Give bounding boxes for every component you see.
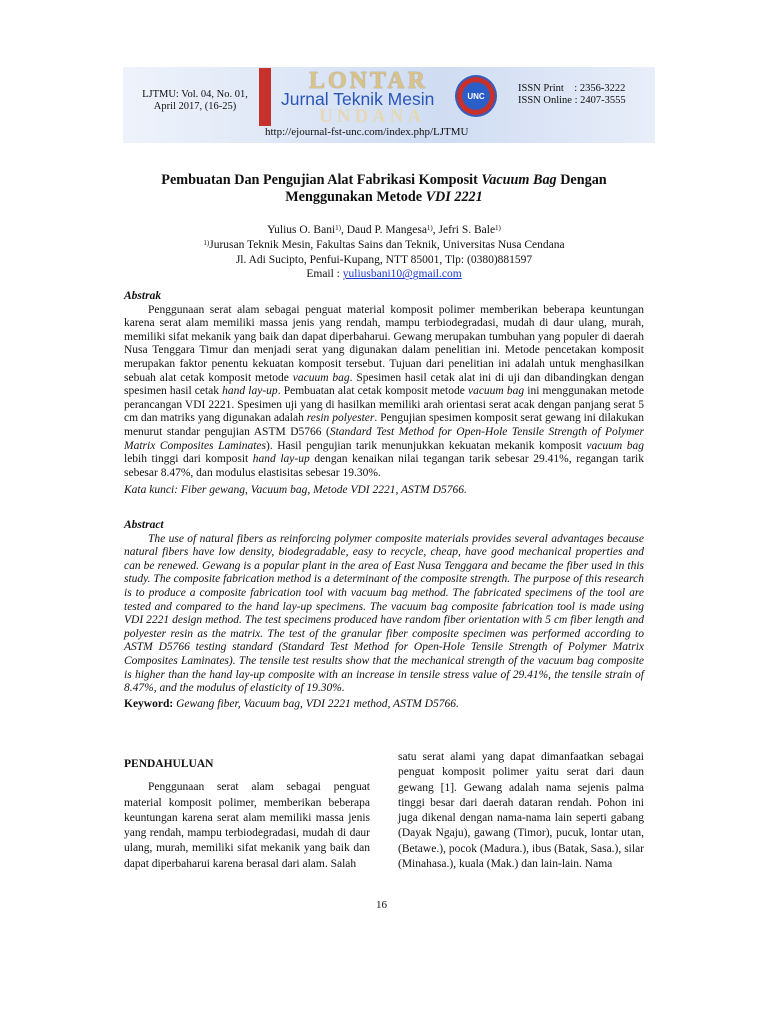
- abstract-section: [124, 519, 644, 711]
- logo-journal-name: Jurnal Teknik Mesin: [281, 89, 435, 109]
- issn-print: ISSN Print : 2356-3222: [518, 83, 626, 94]
- abstract-body: The use of natural fibers as reinforcing polymer composite materials provides several advantages because natural fibers have low density, biodegradable, easy to recycle, cheap, have good mechanical properties and can be renewed. Gewang is a popular plant in the area of East Nusa Tenggara and became the fiber used in this study. The composite fabrication method is a determinant of the composite strength. The purpose of this research is to produce a composite fabrication tool with vacuum bag method. The fabricated specimens of the tool are tested and compared to the hand lay-up specimens. The vacuum bag composite fabrication tool is made using VDI 2221 design method. The test specimens produced have random fiber orientation with 5 cm fiber length and polyester resin as the matrix. The test of the granular fiber composite specimen was performed according to ASTM D5766 testing standard (Standard Test Method for Open-Hole Tensile Strength of Polymer Matrix Composites Laminates). The tensile test results show that the mechanical strength of the vacuum bag composite is higher than the hand lay-up composite with an increase in tensile stress value of 29.41%, the tensile strain of 8.47%, and the modulus of elasticity of 19.30%.: [124, 532, 644, 695]
- intro-left-column: [124, 757, 370, 872]
- logo-red-bar: [259, 68, 271, 126]
- logo-undana: UNDANA: [319, 106, 426, 127]
- author-names: Yulius O. Bani$^{1)}$, Daud P. Mangesa$^{1)}$, Jefri S. Bale$^{1)}$: [267, 224, 501, 236]
- abstrak-section: [124, 290, 644, 498]
- journal-volume: LJTMU: Vol. 04, No. 01,: [142, 89, 248, 100]
- abstrak-heading: Abstrak: [124, 290, 162, 302]
- page-number: 16: [376, 899, 387, 911]
- intro-right-column: [398, 750, 644, 872]
- journal-info: [140, 89, 250, 113]
- journal-date: April 2017, (16-25): [153, 101, 237, 112]
- email-link[interactable]: yuliusbani10@gmail.com: [342, 268, 462, 281]
- abstrak-body: Penggunaan serat alam sebagai penguat material komposit polimer memberikan beberapa keuntungan karena serat alam memiliki massa jenis yang rendah, mampu terbiodegradasi, mudah di daur ulang, murah, memiliki sifat mekanik yang baik dan dapat diperbaharui. Gewang merupakan tumbuhan yang populer di daerah Nusa Tenggara Timur dan menjadi serat yang digunakan dalam penelitian ini. Metode pencetakan komposit merupakan faktor penentu kekuatan komposit tersebut. Tujuan dari penelitian ini adalah untuk menghasilkan sebuah alat cetak komposit metode vacuum bag. Spesimen hasil cetak alat ini di uji dan dibandingkan dengan spesimen hasil cetak hand lay-up. Pembuatan alat cetak komposit metode vacuum bag ini menggunakan metode perancangan VDI 2221. Spesimen uji yang di hasilkan memiliki arah orientasi serat acak dengan panjang serat 5 cm dan matriks yang digunakan adalah resin polyester. Pengujian spesimen komposit serat gewang ini dilakukan menurut standar pengujian ASTM D5766 (Standard Test Method for Open-Hole Tensile Strength of Polymer Matrix Composites Laminates). Hasil pengujian tarik menunjukkan kekuatan mekanik komposit vacuum bag lebih tinggi dari komposit hand lay-up dengan kenaikan nilai tegangan tarik sebesar 29.41%, regangan tarik sebesar 8.47%, dan modulus elastisitas sebesar 19.30%.: [124, 303, 645, 479]
- affiliation: $^{1)}$Jurusan Teknik Mesin, Fakultas Sains dan Teknik, Universitas Nusa Cendana: [203, 238, 565, 251]
- issn-block: [518, 83, 626, 107]
- paper-title: Pembuatan Dan Pengujian Alat Fabrikasi Komposit Vacuum Bag Dengan Menggunakan Metode VDI 2221: [161, 172, 607, 205]
- address: Jl. Adi Sucipto, Penfui-Kupang, NTT 85001, Tlp: (0380)881597: [235, 253, 533, 266]
- journal-logo: [259, 68, 509, 126]
- keywords: Keyword: Gewang fiber, Vacuum bag, VDI 2221 method, ASTM D5766.: [124, 697, 459, 710]
- logo-lontar: LONTAR: [309, 68, 428, 94]
- email-line: Email : yuliusbani10@gmail.com: [306, 268, 462, 281]
- intro-paragraph-left: Penggunaan serat alam sebagai penguat material komposit polimer, memberikan beberapa keuntungan karena serat alam memiliki massa jenis yang rendah, mampu terbiodegradasi, mudah di daur ulang, murah, memiliki sifat mekanik yang baik dan dapat diperbaharui karena berasal dari alam. Salah: [124, 781, 370, 870]
- journal-url[interactable]: http://ejournal-fst-unc.com/index.php/LJTMU: [265, 126, 469, 138]
- intro-paragraph-right: satu serat alami yang dapat dimanfaatkan sebagai penguat komposit polimer yaitu serat dari daun gewang [1]. Gewang adalah nama sejenis palma tinggi besar dari daerah dataran rendah. Pohon ini juga dikenal dengan nama-nama lain seperti gabang (Dayak Ngaju), gawang (Timor), pucuk, lontar utan, (Betawe.), pocok (Madura.), ibus (Batak, Sasa.), silar (Minahasa.), kuala (Mak.) dan lain-lain. Nama: [398, 751, 644, 871]
- author-block: [100, 223, 668, 282]
- kata-kunci: Kata kunci: Fiber gewang, Vacuum bag, Metode VDI 2221, ASTM D5766.: [124, 484, 467, 497]
- unc-emblem-icon: UNC: [455, 75, 497, 117]
- section-heading-pendahuluan: PENDAHULUAN: [124, 758, 214, 770]
- abstract-heading: Abstract: [124, 519, 164, 531]
- issn-online: ISSN Online : 2407-3555: [518, 95, 626, 106]
